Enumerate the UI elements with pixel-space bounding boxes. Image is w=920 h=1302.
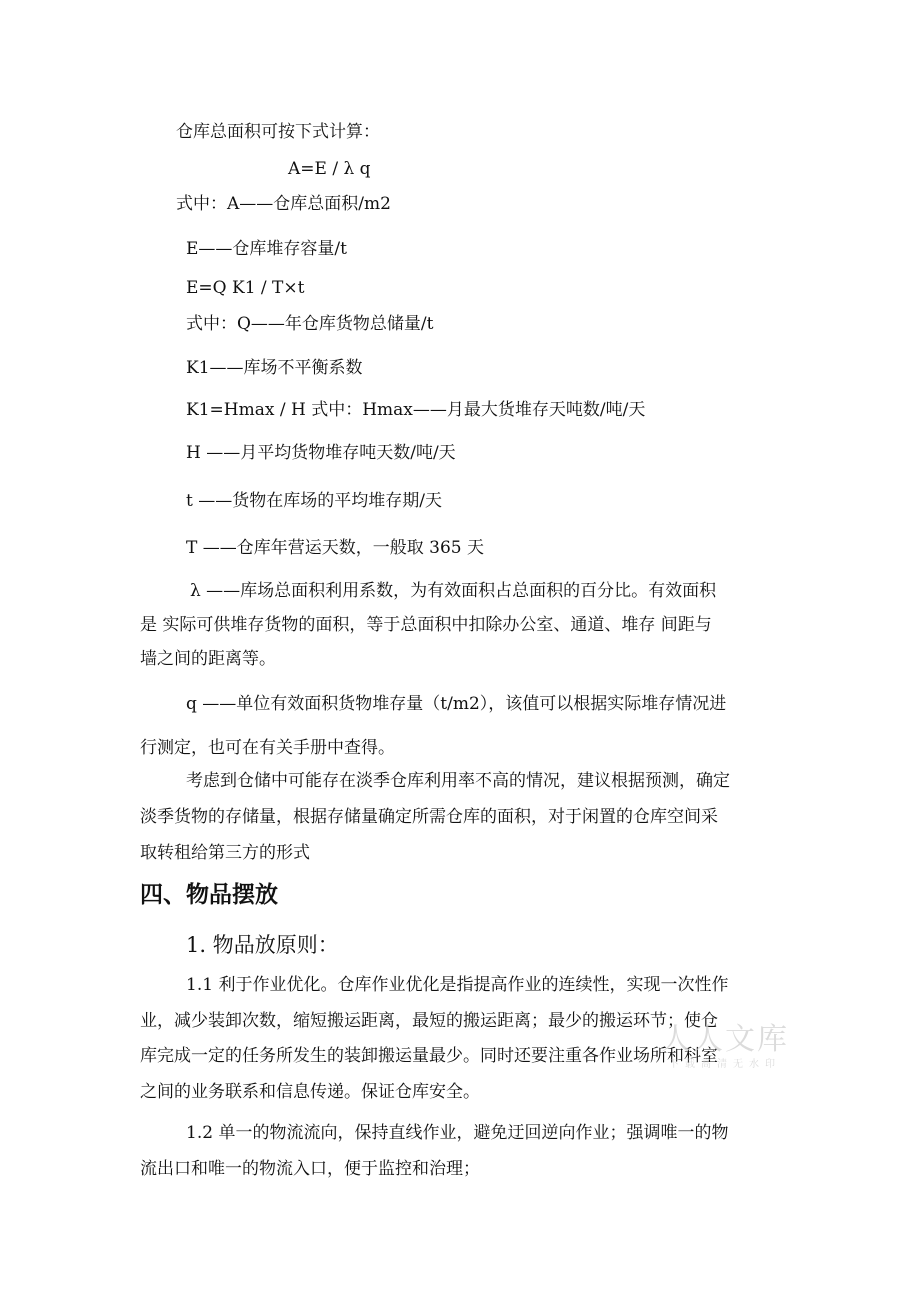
paragraph-1-1-line-3: 库完成一定的任务所发生的装卸搬运量最少。同时还要注重各作业场所和科室	[140, 1046, 718, 1066]
paragraph-1-1-line-1: 1.1 利于作业优化。仓库作业优化是指提高作业的连续性，实现一次性作	[186, 975, 729, 995]
watermark-subtitle: 下载高清无水印	[669, 1059, 781, 1070]
definition-q: 式中：Q——年仓库货物总储量/t	[186, 314, 434, 334]
paragraph-1-1-line-2: 业，减少装卸次数，缩短搬运距离，最短的搬运距离；最少的搬运环节；使仓	[140, 1011, 718, 1031]
intro-line: 仓库总面积可按下式计算：	[176, 122, 380, 142]
definition-t-large: T ——仓库年营运天数，一般取 365 天	[186, 538, 484, 558]
paragraph-q-line-2: 行测定，也可在有关手册中查得。	[140, 738, 395, 758]
paragraph-q-line-1: q ——单位有效面积货物堆存量（t/m2），该值可以根据实际堆存情况进	[186, 694, 727, 714]
formula-area: A=E / λ q	[288, 159, 371, 179]
paragraph-1-1-line-4: 之间的业务联系和信息传递。保证仓库安全。	[140, 1082, 480, 1102]
section-heading: 四、物品摆放	[140, 882, 278, 908]
watermark-logo	[650, 1022, 800, 1078]
paragraph-1-2-line-1: 1.2 单一的物流流向，保持直线作业，避免迂回逆向作业；强调唯一的物	[186, 1123, 729, 1143]
paragraph-season-line-3: 取转租给第三方的形式	[140, 843, 310, 863]
paragraph-1-2-line-2: 流出口和唯一的物流入口，便于监控和治理；	[140, 1159, 480, 1179]
paragraph-season-line-2: 淡季货物的存储量，根据存储量确定所需仓库的面积，对于闲置的仓库空间采	[140, 807, 718, 827]
definition-h: H ——月平均货物堆存吨天数/吨/天	[186, 443, 456, 463]
formula-k1: K1=Hmax / H 式中：Hmax——月最大货堆存天吨数/吨/天	[186, 400, 646, 420]
definition-e: E——仓库堆存容量/t	[186, 239, 347, 259]
definition-a: 式中：A——仓库总面积/m2	[176, 194, 391, 214]
watermark-title: 人人文库	[661, 1022, 789, 1057]
definition-t-small: t ——货物在库场的平均堆存期/天	[186, 491, 442, 511]
paragraph-lambda-line-3: 墙之间的距离等。	[140, 649, 276, 669]
formula-e: E=Q K1 / T×t	[186, 278, 305, 298]
definition-k1: K1——库场不平衡系数	[186, 358, 363, 378]
paragraph-season-line-1: 考虑到仓储中可能存在淡季仓库利用率不高的情况，建议根据预测，确定	[186, 771, 730, 791]
paragraph-lambda-line-2: 是 实际可供堆存货物的面积，等于总面积中扣除办公室、通道、堆存 间距与	[140, 615, 712, 635]
paragraph-lambda-line-1: λ ——库场总面积利用系数，为有效面积占总面积的百分比。有效面积	[190, 581, 717, 601]
subsection-heading: 1. 物品放原则：	[186, 933, 339, 957]
